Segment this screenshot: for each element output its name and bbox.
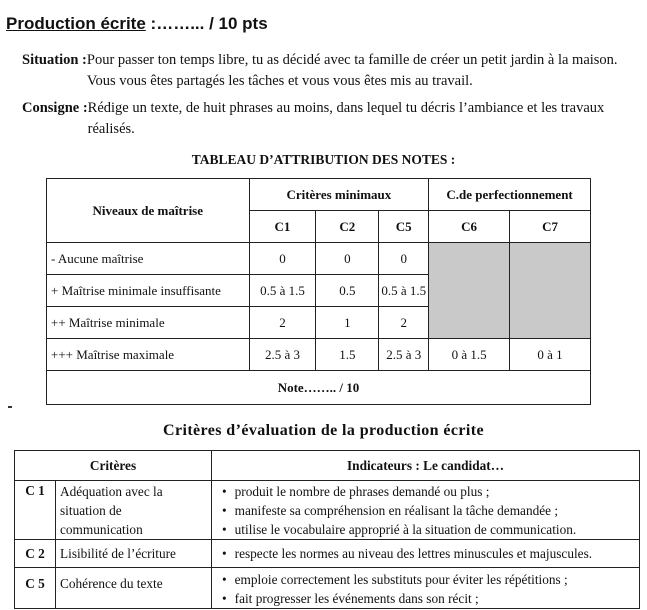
col-c6: C6 <box>429 211 510 243</box>
cell-c2: 1 <box>316 307 379 339</box>
cell-c7: 0 à 1 <box>510 339 591 371</box>
cell-c6: 0 à 1.5 <box>429 339 510 371</box>
cell-c6-shaded <box>429 243 510 339</box>
criteria-row <box>15 568 640 609</box>
title-points: / 10 pts <box>209 14 268 33</box>
cell-c2: 0.5 <box>316 275 379 307</box>
cell-c7-shaded <box>510 243 591 339</box>
indicators-col-header: Indicateurs : Le candidat… <box>212 451 640 481</box>
criterion-indicators <box>212 568 640 609</box>
cell-c5: 0 <box>379 243 429 275</box>
indicator-item: • emploie correctement les substituts pour éviter les répétitions ; <box>216 570 635 589</box>
page-title <box>6 14 268 34</box>
cell-c1: 2 <box>249 307 316 339</box>
notes-table-caption: TABLEAU D’ATTRIBUTION DES NOTES : <box>191 152 456 167</box>
criterion-code: C 1 <box>15 481 56 540</box>
indicator-item: • utilise le vocabulaire approprié à la situation de communication. <box>216 520 635 539</box>
cell-c2: 1.5 <box>316 339 379 371</box>
level-label: ++ Maîtrise minimale <box>47 307 250 339</box>
indicator-item: • fait progresser les événements dans son récit ; <box>216 589 635 608</box>
cell-c5: 2 <box>379 307 429 339</box>
group-min-header: Critères minimaux <box>249 179 429 211</box>
criterion-indicators <box>212 481 640 540</box>
col-c1: C1 <box>249 211 316 243</box>
criterion-code: C 2 <box>15 540 56 568</box>
consigne-text: Rédige un texte, de huit phrases au moins, dans lequel tu décris l’ambiance et les travaux réalisés. <box>87 100 605 137</box>
col-c5: C5 <box>379 211 429 243</box>
levels-header: Niveaux de maîtrise <box>47 179 250 243</box>
situation-text: Pour passer ton temps libre, tu as décidé avec ta famille de créer un petit jardin à la maison. Vous vous êtes partagés les tâches et vous vous êtes mis au travail. <box>86 52 618 89</box>
title-text: Production écrite <box>6 14 146 33</box>
total-row <box>47 371 591 405</box>
criterion-name: Cohérence du texte <box>56 568 212 609</box>
criteria-heading: Critères d’évaluation de la production écrite <box>163 422 484 439</box>
level-label: +++ Maîtrise maximale <box>47 339 250 371</box>
group-perf-header: C.de perfectionnement <box>429 179 591 211</box>
notes-table <box>46 178 591 405</box>
level-label: + Maîtrise minimale insuffisante <box>47 275 250 307</box>
table-row <box>47 243 591 275</box>
level-label: - Aucune maîtrise <box>47 243 250 275</box>
indicator-item: • respecte les normes au niveau des lettres minuscules et majuscules. <box>216 544 635 563</box>
consigne-paragraph <box>22 98 637 140</box>
criteria-table <box>14 450 640 609</box>
criterion-name: Adéquation avec la situation de communication <box>56 481 212 540</box>
criteria-row <box>15 540 640 568</box>
indicator-item: • manifeste sa compréhension en réalisant la tâche demandée ; <box>216 501 635 520</box>
cell-c5: 2.5 à 3 <box>379 339 429 371</box>
col-c7: C7 <box>510 211 591 243</box>
cell-c2: 0 <box>316 243 379 275</box>
title-dots: :……... <box>145 14 210 33</box>
situation-label: Situation : <box>22 52 87 68</box>
total-note: Note…….. / 10 <box>47 371 591 405</box>
criterion-name: Lisibilité de l’écriture <box>56 540 212 568</box>
cell-c1: 0.5 à 1.5 <box>249 275 316 307</box>
col-c2: C2 <box>316 211 379 243</box>
criterion-indicators <box>212 540 640 568</box>
cell-c1: 0 <box>249 243 316 275</box>
consigne-label: Consigne : <box>22 100 88 116</box>
criteria-row <box>15 481 640 540</box>
scan-mark <box>8 406 12 408</box>
table-row <box>47 339 591 371</box>
criterion-code: C 5 <box>15 568 56 609</box>
cell-c5: 0.5 à 1.5 <box>379 275 429 307</box>
situation-paragraph <box>22 50 637 92</box>
criteria-col-header: Critères <box>15 451 212 481</box>
indicator-item: • produit le nombre de phrases demandé ou plus ; <box>216 482 635 501</box>
cell-c1: 2.5 à 3 <box>249 339 316 371</box>
